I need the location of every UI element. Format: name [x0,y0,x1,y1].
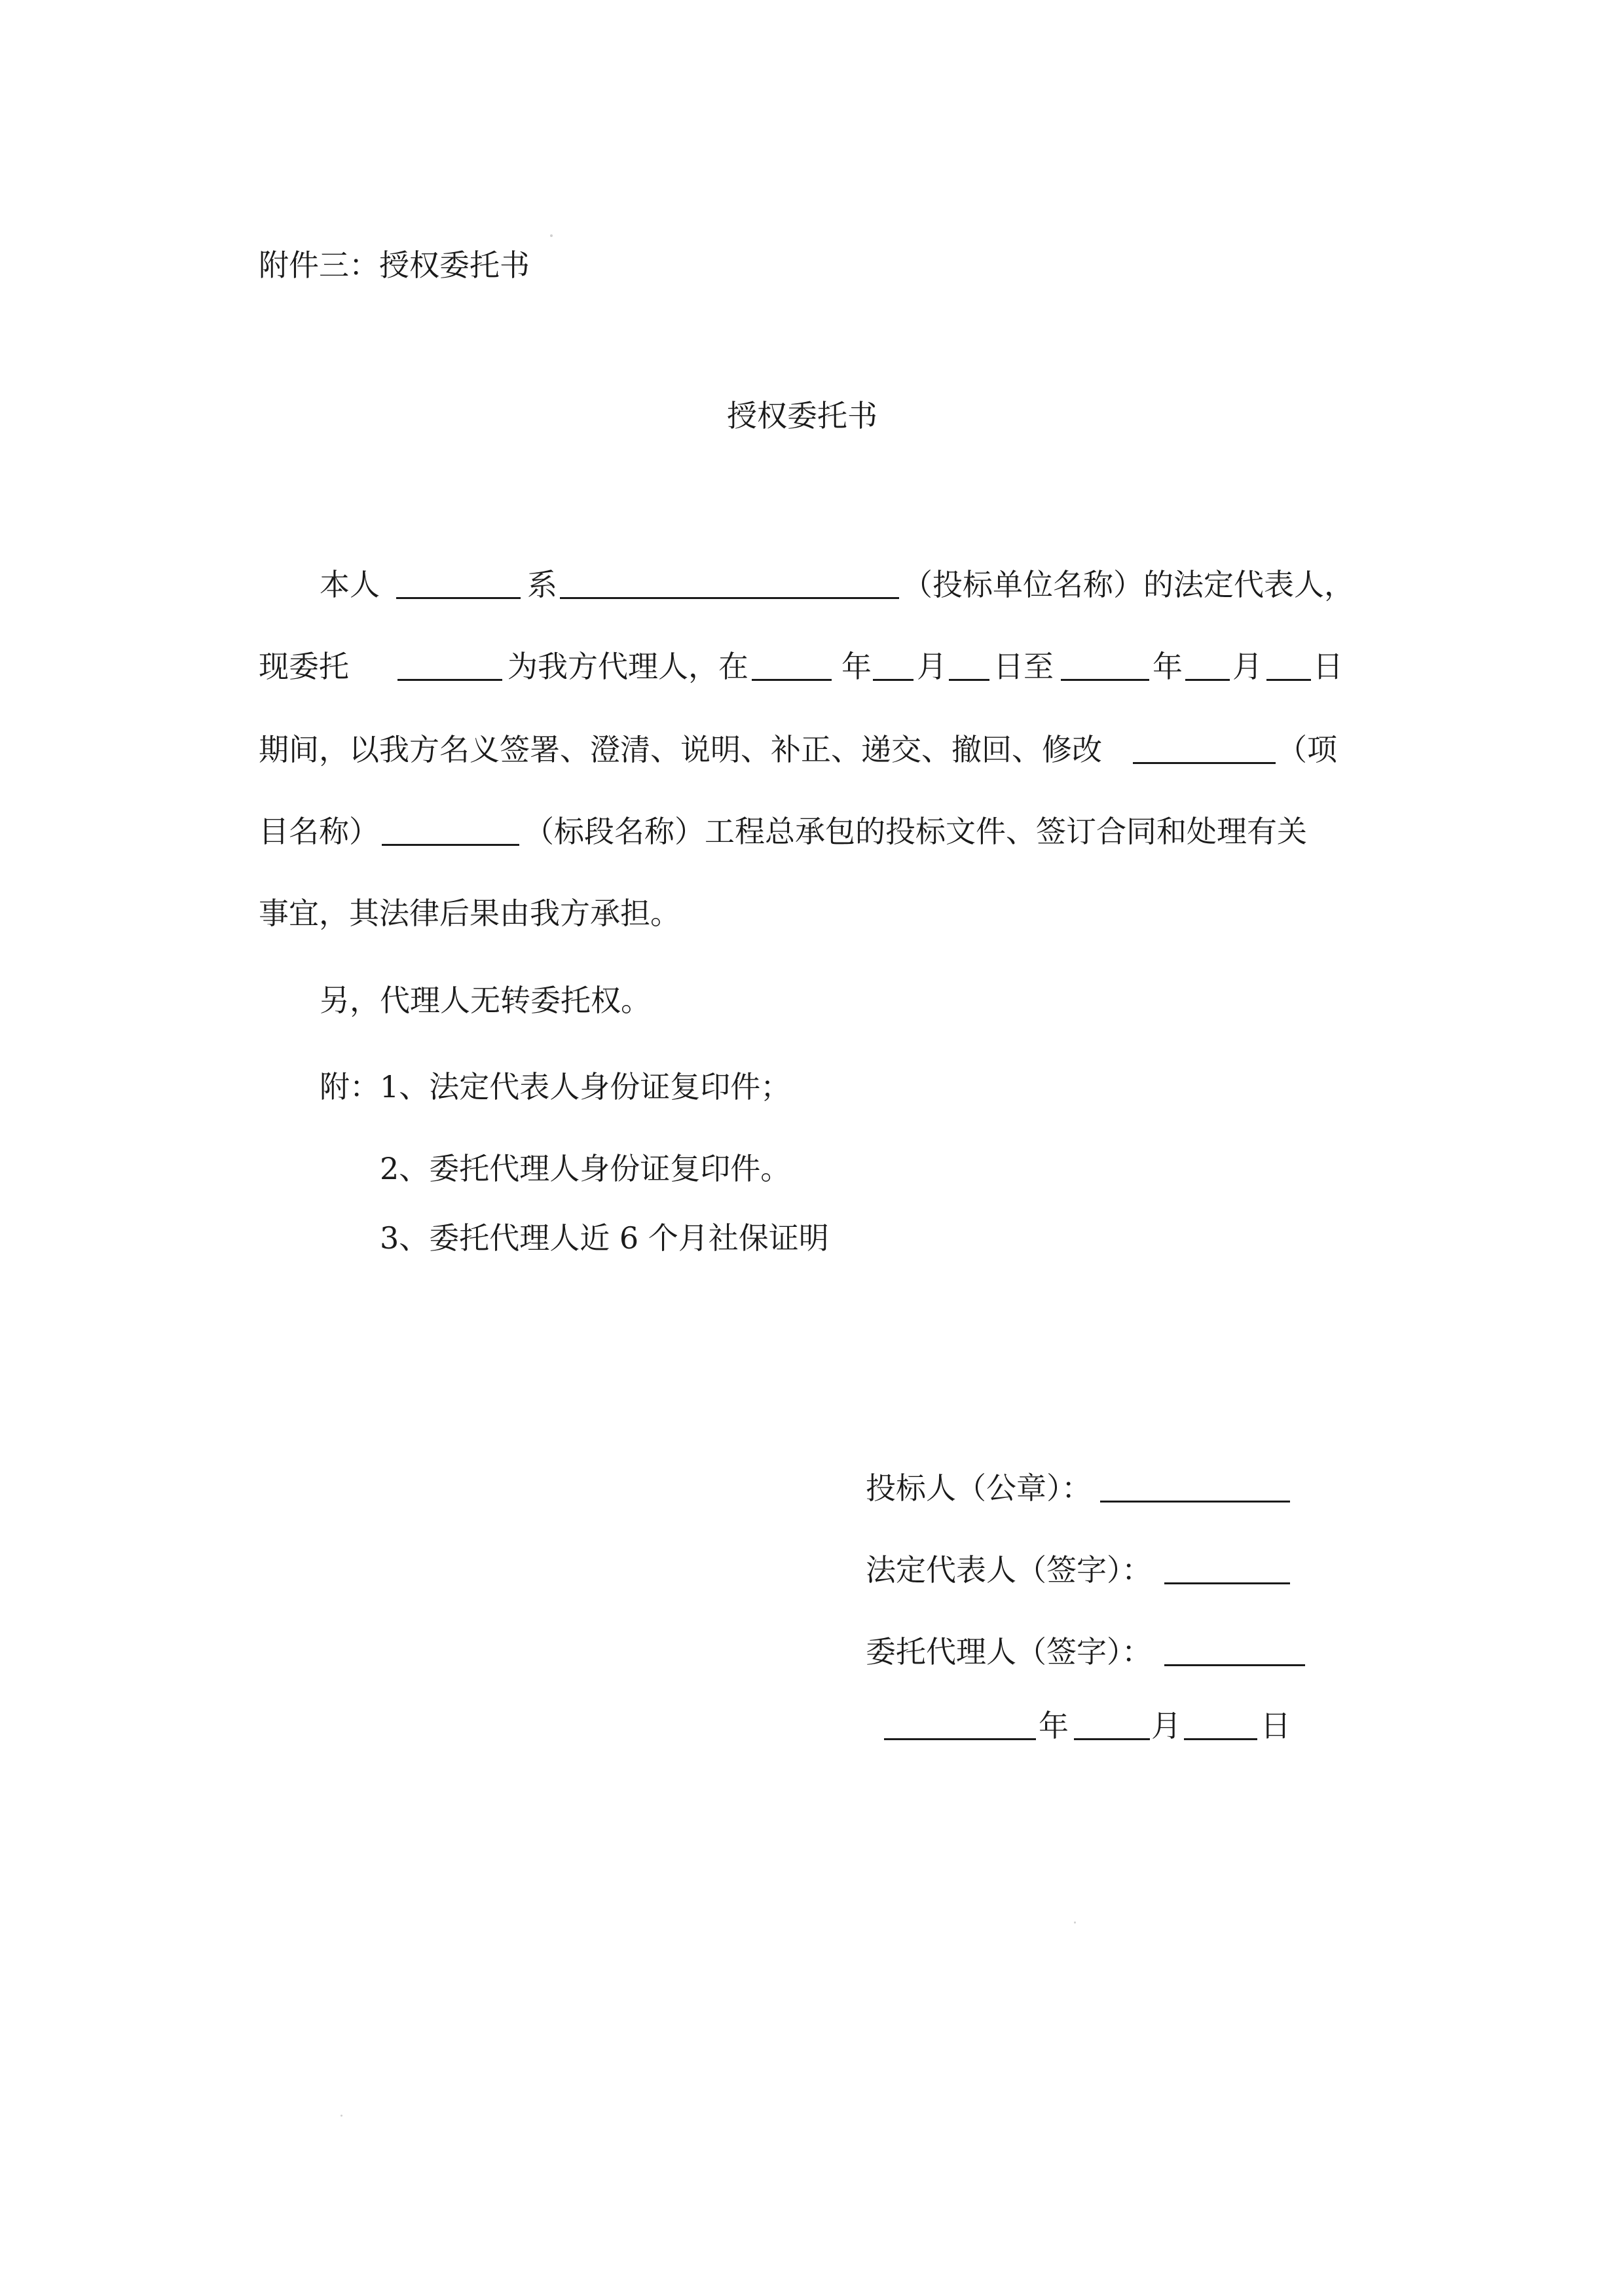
date-month-label: 月 [1151,1708,1181,1743]
body-line-2-text-f: 年 [1153,649,1183,684]
body-line-2-text-c: 年 [841,649,872,684]
body-line-5: 事宜，其法律后果由我方承担。 [259,896,680,931]
body-line-3-text-b: （项 [1277,732,1337,767]
body-line-4-text-a: 目名称） [259,814,379,849]
scan-speck [550,234,553,237]
start-month-blank [873,679,913,681]
end-year-blank [1061,679,1149,681]
body-line-2-text-h: 日 [1313,649,1343,684]
scan-speck [341,2115,342,2117]
bidder-seal-label: 投标人（公章）： [866,1470,1092,1506]
bidder-name-blank [560,597,899,599]
body-line-4-text-b: （标段名称）工程总承包的投标文件、签订合同和处理有关 [524,814,1307,849]
body-line-3-text-a: 期间，以我方名义签署、澄清、说明、补正、递交、撤回、修改 [259,732,1102,767]
document-title: 授权委托书 [727,398,877,433]
no-subdelegation-note: 另，代理人无转委托权。 [320,983,651,1018]
body-line-2-text-e: 日至 [993,649,1054,684]
date-year-blank [884,1738,1036,1740]
legal-rep-signature-label: 法定代表人（签字）： [866,1552,1152,1588]
scan-speck [1074,1922,1076,1923]
attachment-item-3: 3、委托代理人近 6 个月社保证明 [380,1220,829,1256]
principal-name-blank [396,597,521,599]
section-name-blank [382,844,519,846]
bidder-seal-blank [1100,1501,1290,1503]
body-line-2-text-b: 为我方代理人，在 [507,649,748,684]
attachments-label: 附： [320,1069,380,1104]
date-day-blank [1184,1738,1257,1740]
date-month-blank [1074,1738,1150,1740]
legal-rep-signature-blank [1164,1582,1290,1584]
start-year-blank [752,679,832,681]
project-name-blank [1133,762,1276,764]
body-line-2-text-g: 月 [1232,649,1263,684]
agent-name-blank [397,679,502,681]
date-year-label: 年 [1039,1708,1069,1743]
body-line-2-text-d: 月 [917,649,947,684]
attachment-heading: 附件三：授权委托书 [259,247,530,283]
date-day-label: 日 [1261,1708,1291,1743]
body-line-1-text-a: 本人 [320,567,380,602]
attachment-item-2: 2、委托代理人身份证复印件。 [380,1151,791,1186]
body-line-2-text-a: 现委托 [259,649,349,684]
end-month-blank [1185,679,1230,681]
body-line-1-text-c: （投标单位名称）的法定代表人， [902,567,1354,602]
body-line-1-text-b: 系 [527,567,557,602]
agent-signature-label: 委托代理人（签字）： [866,1634,1152,1669]
agent-signature-blank [1164,1664,1305,1666]
end-day-blank [1266,679,1311,681]
start-day-blank [949,679,989,681]
attachment-item-1: 1、法定代表人身份证复印件； [380,1069,791,1104]
